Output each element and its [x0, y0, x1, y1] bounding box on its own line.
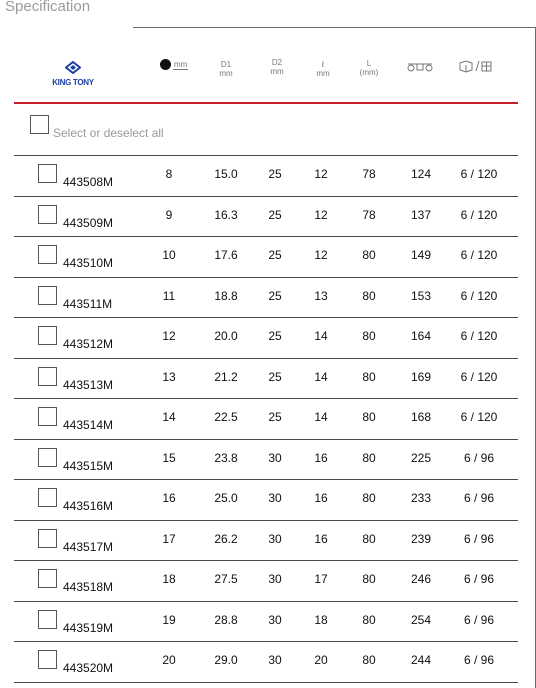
product-code: 443509M	[63, 215, 114, 230]
cell-w: 169	[410, 369, 432, 384]
cell-d1: 16.3	[214, 207, 238, 222]
header-l-small	[308, 60, 338, 78]
cell-pack: 6 / 96	[463, 653, 495, 667]
row-checkbox[interactable]	[38, 488, 57, 507]
cell-lb: 78	[362, 207, 376, 222]
header-d1	[211, 60, 241, 78]
cell-size: 14	[162, 410, 176, 424]
cell-d1: 21.2	[214, 369, 238, 384]
header-size	[154, 59, 194, 70]
cell-w: 239	[410, 531, 432, 546]
row-checkbox[interactable]	[38, 326, 57, 345]
table-row[interactable]	[14, 359, 518, 400]
cell-size: 17	[162, 531, 176, 546]
cell-w: 137	[410, 207, 432, 222]
cell-d1: 25.0	[214, 491, 238, 505]
cell-ls: 20	[314, 653, 328, 667]
product-code: 443513M	[63, 377, 114, 392]
cell-d2: 25	[268, 248, 282, 262]
header-d1-unit: mm	[219, 69, 233, 78]
product-code: 443511M	[63, 296, 113, 311]
cell-d2: 25	[268, 410, 282, 424]
cell-lb: 80	[362, 329, 376, 343]
cell-w: 246	[410, 572, 432, 586]
cell-size: 12	[162, 329, 176, 343]
cell-w: 168	[410, 410, 432, 424]
header-l-small-unit: mm	[316, 69, 330, 78]
cell-ls: 12	[314, 207, 328, 222]
cell-ls: 14	[314, 329, 328, 343]
cell-ls: 12	[314, 248, 328, 262]
table-row[interactable]	[14, 156, 518, 197]
cell-lb: 78	[362, 167, 376, 181]
row-checkbox[interactable]	[38, 245, 57, 264]
product-code: 443515M	[63, 458, 114, 473]
cell-lb: 80	[362, 450, 376, 465]
cell-lb: 80	[362, 612, 376, 627]
cell-pack: 6 / 120	[460, 288, 498, 303]
cell-lb: 80	[362, 288, 376, 303]
cell-ls: 16	[314, 450, 328, 465]
header-size-unit: mm	[173, 59, 188, 69]
cell-ls: 17	[314, 572, 328, 586]
cell-lb: 80	[362, 410, 376, 424]
product-code: 443512M	[63, 337, 114, 351]
cell-size: 11	[162, 288, 176, 303]
table-row[interactable]	[14, 440, 518, 481]
table-row[interactable]	[14, 561, 518, 602]
cell-pack: 6 / 120	[460, 248, 498, 262]
cell-pack: 6 / 96	[463, 531, 495, 546]
cell-ls: 16	[314, 531, 328, 546]
cell-d1: 15.0	[214, 167, 238, 181]
king-tony-logo-icon	[38, 61, 108, 76]
row-checkbox[interactable]	[38, 205, 57, 224]
table-row[interactable]	[14, 602, 518, 643]
spec-table	[14, 27, 518, 683]
weight-icon	[406, 60, 434, 72]
cell-d1: 26.2	[214, 531, 238, 546]
row-checkbox[interactable]	[38, 650, 57, 669]
cell-ls: 18	[314, 612, 328, 627]
cell-lb: 80	[362, 248, 376, 262]
package-icon	[458, 59, 492, 73]
row-checkbox[interactable]	[38, 569, 57, 588]
cell-d2: 30	[268, 531, 282, 546]
cell-ls: 13	[314, 288, 328, 303]
table-header	[14, 27, 518, 104]
header-packaging	[457, 59, 493, 75]
table-row[interactable]	[14, 197, 518, 238]
cell-w: 225	[410, 450, 432, 465]
cell-w: 254	[410, 612, 432, 627]
cell-pack: 6 / 96	[463, 612, 495, 627]
header-d2	[262, 58, 292, 76]
cell-ls: 14	[314, 369, 328, 384]
product-code: 443514M	[63, 418, 114, 432]
row-checkbox[interactable]	[38, 407, 57, 426]
product-code: 443518M	[63, 580, 114, 594]
cell-w: 164	[410, 329, 432, 343]
product-code: 443519M	[63, 620, 114, 635]
brand-logo	[38, 61, 108, 87]
header-d1-label: D1	[220, 60, 232, 69]
cell-lb: 80	[362, 369, 376, 384]
cell-lb: 80	[362, 531, 376, 546]
header-d2-label: D2	[271, 58, 283, 67]
cell-d1: 18.8	[214, 288, 238, 303]
cell-pack: 6 / 120	[460, 329, 498, 343]
header-weight	[404, 60, 436, 74]
socket-size-icon	[160, 59, 171, 70]
row-checkbox[interactable]	[38, 286, 57, 305]
cell-size: 16	[162, 491, 176, 505]
cell-d2: 30	[268, 653, 282, 667]
cell-d2: 30	[268, 572, 282, 586]
cell-d1: 22.5	[214, 410, 238, 424]
cell-w: 149	[410, 248, 432, 262]
cell-lb: 80	[362, 572, 376, 586]
cell-w: 124	[410, 167, 432, 181]
table-row[interactable]	[14, 278, 518, 319]
select-all-checkbox[interactable]	[30, 115, 49, 134]
section-title: Specification	[5, 0, 91, 15]
cell-size: 18	[162, 572, 176, 586]
cell-size: 13	[162, 369, 176, 384]
cell-d2: 25	[268, 369, 282, 384]
cell-pack: 6 / 120	[460, 167, 498, 181]
cell-d1: 27.5	[214, 572, 238, 586]
product-code: 443510M	[63, 256, 114, 270]
row-checkbox[interactable]	[38, 448, 57, 467]
table-row[interactable]	[14, 318, 518, 359]
cell-d2: 25	[268, 288, 282, 303]
table-row[interactable]	[14, 642, 518, 683]
cell-pack: 6 / 96	[463, 491, 495, 505]
table-row[interactable]	[14, 521, 518, 562]
product-code: 443520M	[63, 661, 114, 675]
cell-pack: 6 / 120	[460, 207, 498, 222]
cell-d1: 17.6	[214, 248, 238, 262]
select-all-row[interactable]	[14, 104, 518, 156]
cell-w: 153	[410, 288, 432, 303]
cell-ls: 14	[314, 410, 328, 424]
cell-ls: 16	[314, 491, 328, 505]
cell-d2: 30	[268, 491, 282, 505]
cell-pack: 6 / 96	[463, 572, 495, 586]
brand-name: KING TONY	[52, 78, 94, 87]
header-l-big-label: L	[366, 59, 372, 68]
cell-pack: 6 / 120	[460, 410, 498, 424]
cell-d2: 25	[268, 329, 282, 343]
cell-size: 9	[165, 207, 173, 222]
cell-w: 244	[410, 653, 432, 667]
row-checkbox[interactable]	[38, 367, 57, 386]
row-checkbox[interactable]	[38, 610, 57, 629]
cell-d1: 29.0	[214, 653, 238, 667]
cell-d2: 25	[268, 167, 282, 181]
cell-d2: 30	[268, 612, 282, 627]
header-d2-unit: mm	[270, 67, 284, 76]
select-all-label: Select or deselect all	[53, 126, 164, 140]
product-code: 443516M	[63, 499, 114, 513]
product-code: 443508M	[63, 175, 114, 189]
header-l-small-label: ℓ	[321, 60, 325, 69]
cell-size: 15	[162, 450, 176, 465]
product-code: 443517M	[63, 539, 114, 554]
row-checkbox[interactable]	[38, 164, 57, 183]
cell-size: 19	[162, 612, 176, 627]
cell-d1: 23.8	[214, 450, 238, 465]
cell-d1: 20.0	[214, 329, 238, 343]
header-l-big	[351, 59, 387, 77]
table-row[interactable]	[14, 480, 518, 521]
cell-size: 20	[162, 653, 176, 667]
table-row[interactable]	[14, 399, 518, 440]
cell-size: 8	[165, 167, 173, 181]
cell-d2: 30	[268, 450, 282, 465]
cell-pack: 6 / 96	[463, 450, 495, 465]
cell-lb: 80	[362, 491, 376, 505]
cell-lb: 80	[362, 653, 376, 667]
cell-pack: 6 / 120	[460, 369, 498, 384]
table-row[interactable]	[14, 237, 518, 278]
cell-d2: 25	[268, 207, 282, 222]
cell-ls: 12	[314, 167, 328, 181]
row-checkbox[interactable]	[38, 529, 57, 548]
header-l-big-unit: (mm)	[359, 68, 379, 77]
table-body	[14, 156, 518, 683]
cell-w: 233	[410, 491, 432, 505]
cell-size: 10	[162, 248, 176, 262]
cell-d1: 28.8	[214, 612, 238, 627]
